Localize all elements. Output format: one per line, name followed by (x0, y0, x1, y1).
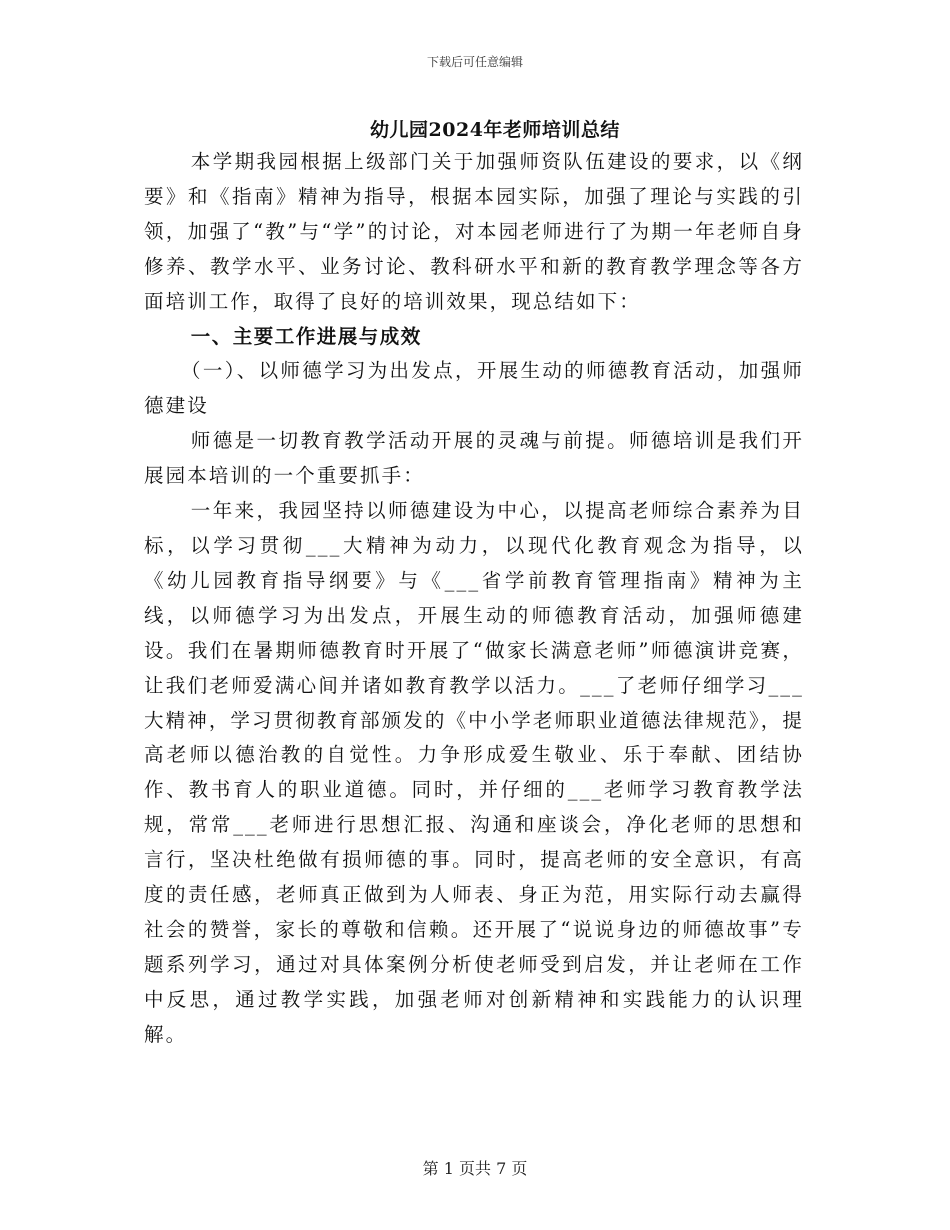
section-heading: 一、主要工作进展与成效 (190, 324, 422, 348)
subsection-heading: （一）、以师德学习为出发点，开展生动的师德教育活动，加强师德建设 (144, 359, 804, 418)
body-paragraph: 师德是一切教育教学活动开展的灵魂与前提。师德培训是我们开展园本培训的一个重要抓手： (144, 429, 804, 488)
intro-paragraph: 本学期我园根据上级部门关于加强师资队伍建设的要求，以《纲要》和《指南》精神为指导，根据本园实际，加强了理论与实践的引领，加强了“教”与“学”的讨论，对本园老师进行了为期一年老师自身修养、教学水平、业务讨论、教科研水平和新的教育教学理念等各方面培训工作，取得了良好的培训效果，现总结如下： (144, 150, 804, 313)
header-note: 下载后可任意编辑 (426, 55, 523, 69)
document-title: 幼儿园2024年老师培训总结 (370, 119, 620, 141)
page-number-footer: 第 1 页共 7 页 (422, 1159, 528, 1178)
body-paragraph: 一年来，我园坚持以师德建设为中心，以提高老师综合素养为目标，以学习贯彻___大精神为动力，以现代化教育观念为指导，以《幼儿园教育指导纲要》与《___省学前教育管理指南》精神为主线，以师德学习为出发点，开展生动的师德教育活动，加强师德建设。我们在暑期师德教育时开展了“做家长满意老师”师德演讲竞赛，让我们老师爱满心间并诸如教育教学以活力。___了老师仔细学习___大精神，学习贯彻教育部颁发的《中小学老师职业道德法律规范》，提高老师以德治教的自觉性。力争形成爱生敬业、乐于奉献、团结协作、教书育人的职业道德。同时，并仔细的___老师学习教育教学法规，常常___老师进行思想汇报、沟通和座谈会，净化老师的思想和言行，坚决杜绝做有损师德的事。同时，提高老师的安全意识，有高度的责任感，老师真正做到为人师表、身正为范，用实际行动去赢得社会的赞誉，家长的尊敬和信赖。还开展了“说说身边的师德故事”专题系列学习，通过对具体案例分析使老师受到启发，并让老师在工作中反思，通过教学实践，加强老师对创新精神和实践能力的认识理解。 (144, 499, 804, 1046)
document-body (144, 145, 804, 1053)
